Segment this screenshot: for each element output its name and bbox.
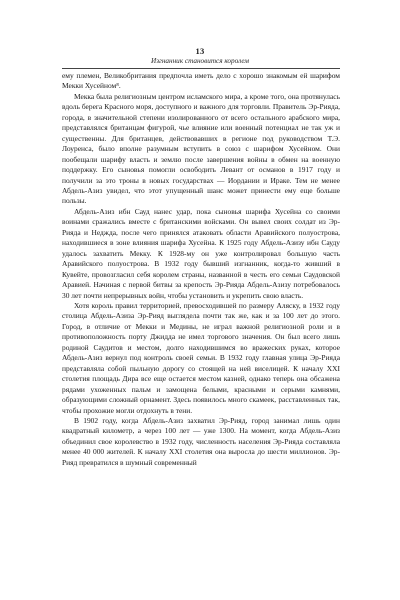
running-head: Изгнанник становится королем (151, 57, 249, 65)
header-rule (62, 68, 340, 69)
paragraph: Хотя король правил территорией, превосходившей по размеру Аляску, в 1932 году столица Абдель-Азиза Эр-Рияд выглядела почти так же, как и за 100 лет до этого. Город, в отличие от Мекки и Медины, не играл важной религиозной роли и в противоположность порту Джидда не имел торгового значения. Он был всего лишь родиной Саудитов и местом, долго находившимся во вражеских руках, которое Абдель-Азиз вернул под контроль своей семьи. В 1932 году главная улица Эр-Рияда представляла собой пыльную дорогу со стоящей на ней виселицей. К началу XXI столетия площадь Дира все еще остается местом казней, однако теперь она обсажена рядами ухоженных пальм и замощена белыми, красными и серыми камнями, образующими сложный орнамент. Здесь появилось много скамеек, расставленных так, чтобы прохожие могли отдохнуть в тени. (62, 300, 340, 415)
page-number: 13 (195, 46, 205, 56)
body-text (62, 71, 340, 468)
paragraph: Мекка была религиозным центром исламского мира, а кроме того, она протянулась вдоль берега Красного моря, доступного и важного для торговли. Правитель Эр-Рияда, города, в значительной степени изолированного от всего остального арабского мира, представлялся британцам фигурой, чье влияние или военный потенциал не так уж и существенны. Для британцев, действовавших в регионе под руководством Т.Э. Лоуренса, было вполне разумным вступить в союз с шарифом Хусейном. Они пообещали шарифу власть и землю после завершения войны в обмен на военную поддержку. Его сыновья помогли освободить Левант от османов в 1917 году и получили за это троны в новых государствах — Иордании и Ираке. Тем не менее Абдель-Азиз увидел, что этот упущенный шанс может принести ему еще больше пользы. (62, 91, 340, 206)
paragraph: В 1902 году, когда Абдель-Азиз захватил Эр-Рияд, город занимал лишь один квадратный километр, а через 100 лет — уже 1300. На момент, когда Абдель-Азиз объединил свое королевство в 1932 году, численность населения Эр-Рияда составляла менее 40 000 жителей. К началу XXI столетия она выросла до шести миллионов. Эр-Рияд превратился в шумный современный (62, 415, 340, 467)
paragraph: ему племен, Великобритания предпочла иметь дело с хорошо знакомым ей шарифом Мекки Хусейном⁸. (62, 71, 340, 91)
paragraph: Абдель-Азиз ибн Сауд нанес удар, пока сыновья шарифа Хусейна со своими воинами сражались вместе с британскими войсками. Он вывел своих солдат из Эр-Рияда и Неджда, после чего принялся атаковать области Аравийского полуострова, находившиеся в зоне влияния шарифа Хусейна. К 1925 году Абдель-Азизу ибн Сауду удалось захватить Мекку. К 1928-му он уже контролировал большую часть Аравийского полуострова. В 1932 году бывший изгнанник, когда-то живший в Кувейте, провозгласил себя королем страны, названной в честь его семьи Саудовской Аравией. Начиная с первой битвы за крепость Эр-Рияда Абдель-Азизу потребовалось 30 лет почти непрерывных войн, чтобы установить и укрепить свою власть. (62, 206, 340, 300)
